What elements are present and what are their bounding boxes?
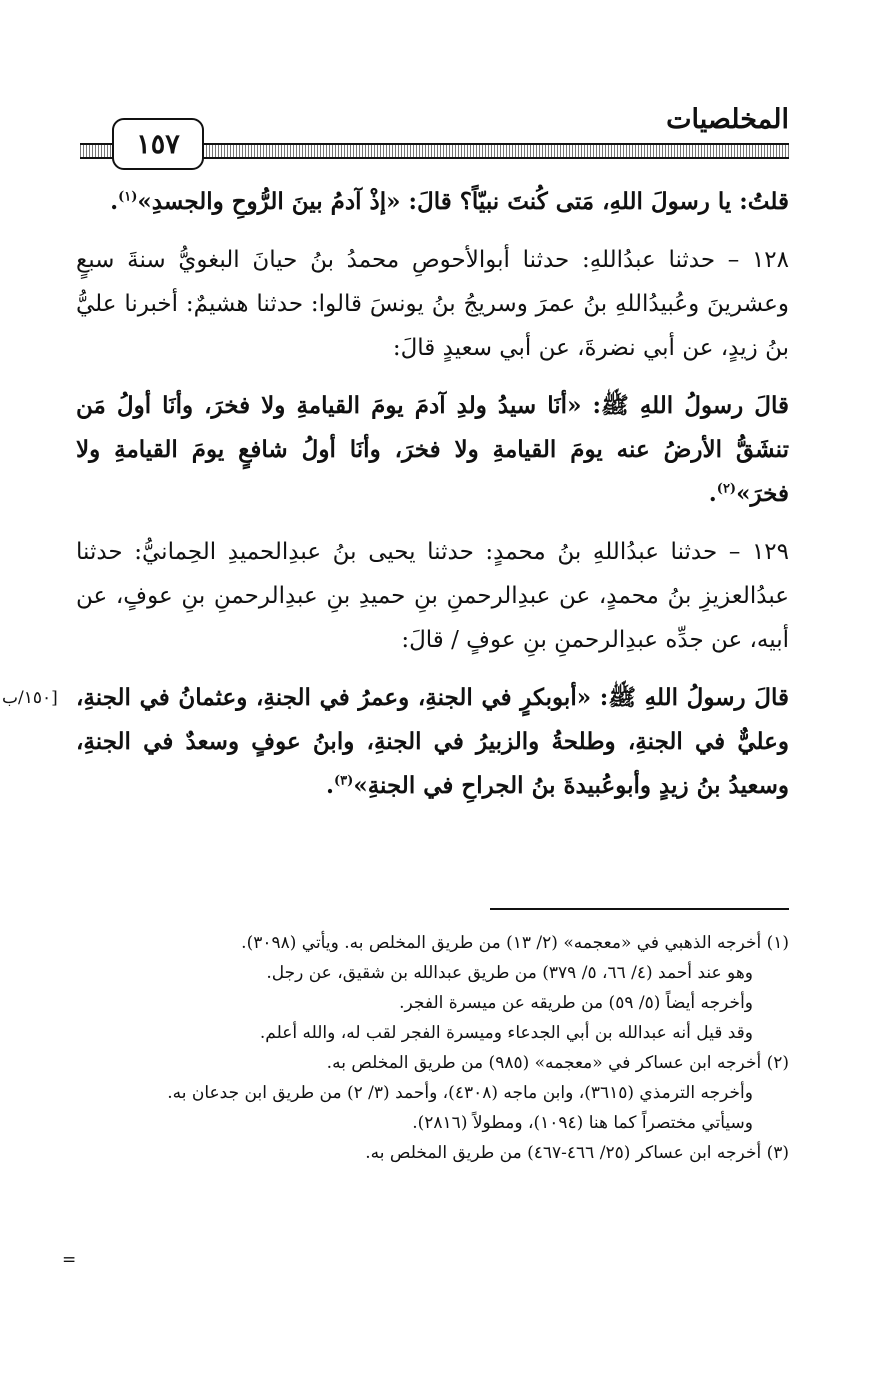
paragraph: [76, 530, 789, 662]
footnote-line: وأخرجه الترمذي (٣٦١٥)، وابن ماجه (٤٣٠٨)، وأحمد (٣/ ٢) من طريق ابن جدعان به.: [167, 1083, 753, 1103]
footnote-line: وهو عند أحمد (٤/ ٦٦، ٥/ ٣٧٩) من طريق عبدالله بن شقيق، عن رجل.: [266, 963, 753, 983]
footnote-line: (٢) أخرجه ابن عساكر في «معجمه» (٩٨٥) من طريق المخلص به.: [326, 1053, 789, 1073]
running-title: المخلصيات: [666, 104, 789, 135]
footnotes: [76, 928, 789, 1168]
footnote-ref: (٢): [716, 481, 737, 497]
footnote-line: (٣) أخرجه ابن عساكر (٢٥/ ٤٦٦-٤٦٧) من طريق المخلص به.: [365, 1143, 789, 1163]
footnote-line: (١) أخرجه الذهبي في «معجمه» (٢/ ١٣) من طريق المخلص به. ويأتي (٣٠٩٨).: [241, 933, 789, 953]
footnote-line: وأخرجه أيضاً (٥/ ٥٩) من طريقه عن ميسرة الفجر.: [399, 993, 753, 1013]
paragraph-end: .: [708, 480, 717, 507]
paragraph: [76, 384, 789, 516]
paragraph: [76, 676, 789, 808]
footnote-ref: (١): [118, 189, 138, 205]
paragraph-text: قالَ رسولُ اللهِ ﷺ: «أنَا سيدُ ولدِ آدمَ يومَ القيامةِ ولا فخرَ، وأنَا أولُ مَن تنشَقُّ الأرضُ عنه يومَ القيامةِ ولا فخرَ، وأنَا أولُ شافعٍ يومَ القيامةِ ولا فخرَ»: [76, 392, 789, 507]
margin-note: [١٥٠/ب: [2, 688, 58, 708]
main-text: [76, 180, 789, 822]
paragraph-text: ١٢٨ – حدثنا عبدُاللهِ: حدثنا أبوالأحوصِ محمدُ بنُ حيانَ البغويُّ سنةَ سبعٍ وعشرينَ وعُبيدُاللهِ بنُ عمرَ وسريجُ بنُ يونسَ قالوا: حدثنا هشيمٌ: أخبرنا عليُّ بنُ زيدٍ، عن أبي نضرةَ، عن أبي سعيدٍ قالَ:: [76, 247, 789, 361]
page-number: ١٥٧: [112, 118, 204, 170]
paragraph-text: قلتُ: يا رسولَ اللهِ، مَتى كُنتَ نبيّاً؟ قالَ: «إذْ آدمُ بينَ الرُّوحِ والجسدِ»: [137, 188, 789, 215]
paragraph: [76, 238, 789, 370]
footnote-separator: [490, 908, 789, 910]
continuation-mark: =: [62, 1250, 77, 1270]
footnote-ref: (٣): [334, 773, 354, 789]
paragraph-end: .: [326, 772, 335, 799]
paragraph-end: .: [110, 188, 119, 215]
paragraph-text: قالَ رسولُ اللهِ ﷺ: «أبوبكرٍ في الجنةِ، وعمرُ في الجنةِ، وعثمانُ في الجنةِ، وعليٌّ في الجنةِ، وطلحةُ والزبيرُ في الجنةِ، وابنُ عوفٍ وسعدٌ في الجنةِ، وسعيدُ بنُ زيدٍ وأبوعُبيدةَ بنُ الجراحِ في الجنةِ»: [76, 684, 789, 799]
footnote-line: وقد قيل أنه عبدالله بن أبي الجدعاء وميسرة الفجر لقب له، والله أعلم.: [259, 1023, 753, 1043]
footnote-line: وسيأتي مختصراً كما هنا (١٠٩٤)، ومطولاً (٢٨١٦).: [412, 1113, 753, 1133]
paragraph-text: ١٢٩ – حدثنا عبدُاللهِ بنُ محمدٍ: حدثنا يحيى بنُ عبدِالحميدِ الحِمانيُّ: حدثنا عبدُالعزيزِ بنُ محمدٍ، عن عبدِالرحمنِ بنِ حميدِ بنِ عبدِالرحمنِ بنِ عوفٍ، عن أبيه، عن جدِّه عبدِالرحمنِ بنِ عوفٍ / قالَ:: [76, 539, 789, 653]
paragraph: [76, 180, 789, 224]
page-header: [0, 0, 885, 170]
